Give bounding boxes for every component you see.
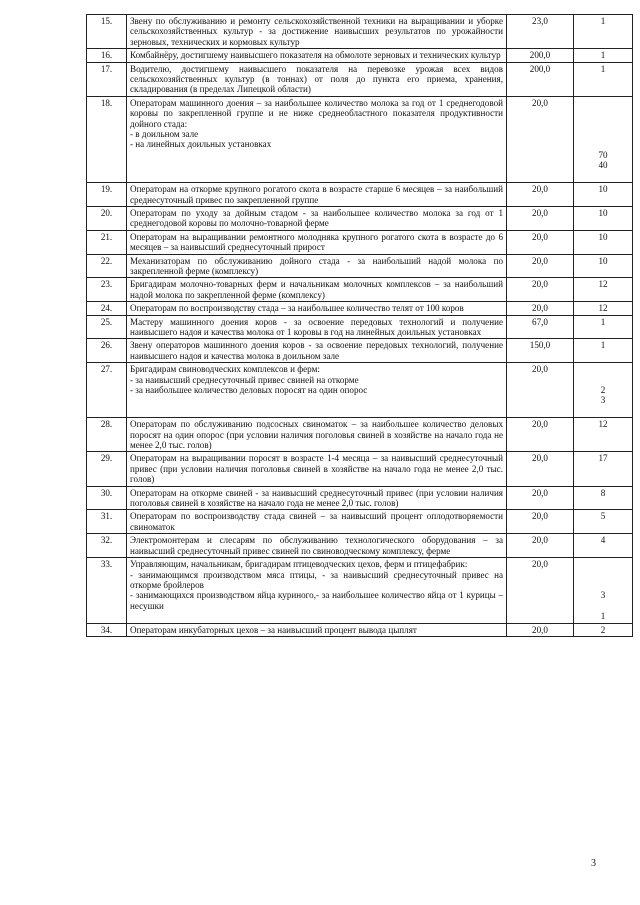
row-description bbox=[127, 315, 507, 339]
row-description-line: Операторам по уходу за дойным стадом - за наибольшее количество молока за год от 1 среднегодовой коровы по молочно-товарной ферме bbox=[130, 207, 506, 229]
row-description-line bbox=[130, 395, 503, 405]
table-row bbox=[87, 339, 633, 363]
row-description-line: Мастеру машинного доения коров - за освоение передовых технологий и получение наивысшего надоя и качества молока от 1 коровы в год на линейных доильных установках bbox=[130, 316, 506, 337]
row-description bbox=[127, 623, 507, 636]
row-number: 27. bbox=[87, 363, 127, 418]
row-count-line bbox=[577, 171, 629, 181]
row-description bbox=[127, 486, 507, 510]
row-number: 29. bbox=[87, 452, 127, 486]
row-amount-line: 150,0 bbox=[529, 340, 551, 351]
row-count-line bbox=[577, 375, 629, 385]
table-row bbox=[87, 623, 633, 636]
row-count-line: 1 bbox=[600, 611, 606, 622]
row-description-line: Звену операторов машинного доения коров - за освоение передовых технологий, получение наивысшего надоя и качества молока в доильном зале bbox=[130, 340, 506, 361]
row-count-line bbox=[577, 570, 629, 580]
row-description bbox=[127, 49, 507, 62]
row-count-line: 2 bbox=[600, 624, 606, 635]
table-row bbox=[87, 363, 633, 418]
row-description-line: Операторам на выращивании ремонтного молодняка крупного рогатого скота в возрасте до 6 месяцев – за наивысший среднесуточный прирост bbox=[130, 231, 506, 253]
row-amount bbox=[507, 363, 574, 418]
row-description-line: Управляющим, начальникам, бригадирам птицеводческих цехов, ферм и птицефабрик: bbox=[130, 559, 468, 570]
row-count bbox=[574, 96, 633, 182]
row-count bbox=[574, 302, 633, 315]
row-amount bbox=[507, 534, 574, 558]
row-count bbox=[574, 558, 633, 623]
row-number: 25. bbox=[87, 315, 127, 339]
row-count-line bbox=[577, 364, 629, 374]
row-description-line: - за наивысший среднесуточный привес свиней на откорме bbox=[130, 374, 359, 385]
row-number: 22. bbox=[87, 254, 127, 278]
row-count bbox=[574, 183, 633, 207]
row-description-line: - занимающихся производством яйца куриного,- за наибольшее количество яйца от 1 курицы – несушки bbox=[130, 590, 506, 611]
table-row bbox=[87, 510, 633, 534]
row-description-line: Операторам на откорме крупного рогатого скота в возрасте старше 6 месяцев – за наибольший среднесуточный привес по закрепленной группе bbox=[130, 184, 506, 205]
table-row bbox=[87, 278, 633, 302]
row-count-line: 1 bbox=[600, 63, 606, 74]
row-description-line: Операторам машинного доения – за наибольшее количество молока за год от 1 среднегодовой коровы по закрепленной группе и не ниже среднеобластного показателя продуктивности дойного стада: bbox=[130, 97, 506, 129]
table-row bbox=[87, 62, 633, 96]
row-number: 34. bbox=[87, 623, 127, 636]
row-number: 20. bbox=[87, 206, 127, 230]
row-amount bbox=[507, 558, 574, 623]
row-count bbox=[574, 230, 633, 254]
row-count-line: 70 bbox=[598, 149, 608, 160]
row-amount-line: 20,0 bbox=[532, 511, 548, 522]
table-row bbox=[87, 254, 633, 278]
row-count-line: 1 bbox=[600, 340, 606, 351]
row-count-line: 10 bbox=[598, 207, 608, 218]
row-count-line: 3 bbox=[600, 395, 606, 406]
row-description bbox=[127, 183, 507, 207]
row-number: 23. bbox=[87, 278, 127, 302]
row-count-line: 12 bbox=[598, 303, 608, 314]
row-number: 24. bbox=[87, 302, 127, 315]
row-amount bbox=[507, 15, 574, 49]
row-amount-line: 20,0 bbox=[532, 207, 548, 218]
row-count-line: 1 bbox=[600, 316, 606, 327]
row-count bbox=[574, 418, 633, 452]
row-count-line: 10 bbox=[598, 255, 608, 266]
row-description-line: Операторам на выращивании поросят в возрасте 1-4 месяца – за наивысший среднесуточный привес (при условии наличия поголовья свиней в хозяйстве на начало года не менее 2,0 тыс. голов) bbox=[130, 453, 506, 485]
row-count bbox=[574, 49, 633, 62]
row-count-line bbox=[577, 119, 629, 129]
row-count-line: 10 bbox=[598, 184, 608, 195]
row-amount-line: 20,0 bbox=[532, 419, 548, 430]
row-count bbox=[574, 15, 633, 49]
row-amount-line: 20,0 bbox=[532, 364, 548, 375]
row-description-line: Звену по обслуживанию и ремонту сельскохозяйственной техники на выращивании и уборке сельскохозяйственных культур - за достижение наивысших результатов по урожайности зерновых, технических и кормовых культур bbox=[130, 16, 506, 47]
row-count-line: 10 bbox=[598, 231, 608, 242]
row-amount bbox=[507, 96, 574, 182]
row-description bbox=[127, 96, 507, 182]
row-number: 19. bbox=[87, 183, 127, 207]
row-number: 26. bbox=[87, 339, 127, 363]
row-amount bbox=[507, 302, 574, 315]
row-amount-line: 20,0 bbox=[532, 97, 548, 108]
row-amount-line: 20,0 bbox=[532, 184, 548, 195]
row-description bbox=[127, 452, 507, 486]
table-row bbox=[87, 96, 633, 182]
row-amount bbox=[507, 486, 574, 510]
table-row bbox=[87, 49, 633, 62]
row-count-line: 12 bbox=[598, 279, 608, 290]
row-description bbox=[127, 558, 507, 623]
row-count-line: 3 bbox=[600, 590, 606, 601]
row-description bbox=[127, 15, 507, 49]
row-count bbox=[574, 339, 633, 363]
row-description bbox=[127, 534, 507, 558]
row-description-line: Водителю, достигшему наивысшего показателя на перевозке урожая всех видов сельскохозяйственных культур (в тоннах) от поля до пункта его приема, хранения, складирования (в пределах Липецкой области) bbox=[130, 63, 506, 95]
row-amount bbox=[507, 315, 574, 339]
row-description-line: - в доильном зале bbox=[130, 129, 199, 140]
row-description bbox=[127, 510, 507, 534]
page-number: 3 bbox=[591, 858, 596, 869]
row-count-line: 40 bbox=[598, 160, 608, 171]
row-count-line: 4 bbox=[600, 535, 606, 546]
row-number: 18. bbox=[87, 96, 127, 182]
row-description bbox=[127, 302, 507, 315]
row-count bbox=[574, 206, 633, 230]
row-amount-line: 20,0 bbox=[532, 559, 548, 570]
row-count-line bbox=[577, 98, 629, 108]
row-amount-line: 67,0 bbox=[532, 316, 548, 327]
row-description-line: Операторам по воспроизводству стада свиней – за наивысший процент оплодотворяемости свиноматок bbox=[130, 511, 506, 532]
row-description bbox=[127, 339, 507, 363]
row-count bbox=[574, 315, 633, 339]
table-row bbox=[87, 315, 633, 339]
row-number: 21. bbox=[87, 230, 127, 254]
row-description bbox=[127, 62, 507, 96]
table-row bbox=[87, 418, 633, 452]
row-count bbox=[574, 623, 633, 636]
row-description-line: - занимающимся производством мяса птицы, - за наивысший среднесуточный привес на откорме бройлеров bbox=[130, 569, 506, 590]
row-description bbox=[127, 206, 507, 230]
row-count bbox=[574, 254, 633, 278]
row-number: 33. bbox=[87, 558, 127, 623]
row-description bbox=[127, 230, 507, 254]
row-number: 30. bbox=[87, 486, 127, 510]
row-count-line: 1 bbox=[600, 16, 606, 26]
row-count-line bbox=[577, 559, 629, 569]
row-description-line bbox=[130, 150, 503, 160]
row-description-line: Операторам инкубаторных цехов – за наивысший процент вывода цыплят bbox=[130, 624, 417, 635]
row-description-line: Бригадирам свиноводческих комплексов и ферм: bbox=[130, 364, 320, 375]
table-row bbox=[87, 534, 633, 558]
table-row bbox=[87, 183, 633, 207]
table-row bbox=[87, 558, 633, 623]
row-description bbox=[127, 363, 507, 418]
row-description bbox=[127, 418, 507, 452]
row-amount-line: 20,0 bbox=[532, 453, 548, 464]
row-description-line: Электромонтерам и слесарям по обслуживанию технологического оборудования – за наивысший среднесуточный привес свиней по свиноводческому комплексу, ферме bbox=[130, 535, 506, 556]
row-count-line bbox=[577, 406, 629, 416]
row-description bbox=[127, 254, 507, 278]
awards-table bbox=[86, 14, 633, 637]
row-description-line: Операторам по обслуживанию подсосных свиноматок – за наибольшее количество деловых поросят на один опорос (при условии наличия поголовья свиней в хозяйстве на начало года не менее 2,0 тыс. голов) bbox=[130, 419, 506, 451]
row-amount bbox=[507, 452, 574, 486]
row-amount bbox=[507, 418, 574, 452]
row-count-line bbox=[577, 139, 629, 149]
row-count-line: 5 bbox=[600, 511, 606, 522]
row-amount bbox=[507, 278, 574, 302]
row-count bbox=[574, 62, 633, 96]
row-number: 28. bbox=[87, 418, 127, 452]
row-amount-line: 20,0 bbox=[532, 624, 548, 635]
row-amount-line: 200,0 bbox=[529, 63, 551, 74]
row-count-line bbox=[577, 129, 629, 139]
row-amount-line: 20,0 bbox=[532, 303, 548, 314]
row-description-line: Бригадирам молочно-товарных ферм и начальникам молочных комплексов – за наибольший надой молока по закрепленной ферме (комплексу) bbox=[130, 279, 506, 300]
row-amount-line: 20,0 bbox=[532, 535, 548, 546]
row-amount-line: 20,0 bbox=[532, 231, 548, 242]
row-amount-line: 23,0 bbox=[532, 16, 548, 26]
row-description-line: - за наибольшее количество деловых поросят на один опорос bbox=[130, 385, 368, 395]
row-number: 17. bbox=[87, 62, 127, 96]
table-row bbox=[87, 230, 633, 254]
row-count bbox=[574, 510, 633, 534]
row-amount bbox=[507, 183, 574, 207]
awards-table-body bbox=[87, 15, 633, 637]
table-row bbox=[87, 302, 633, 315]
row-count bbox=[574, 452, 633, 486]
row-count-line: 2 bbox=[600, 385, 606, 395]
row-count bbox=[574, 534, 633, 558]
row-amount bbox=[507, 49, 574, 62]
row-description-line: - на линейных доильных установках bbox=[130, 139, 272, 150]
row-count-line: 8 bbox=[600, 487, 606, 498]
row-amount-line: 20,0 bbox=[532, 255, 548, 266]
row-count bbox=[574, 486, 633, 510]
row-description-line: Операторам по воспроизводству стада – за наибольшее количество телят от 100 коров bbox=[130, 303, 464, 314]
row-count-line: 12 bbox=[598, 419, 608, 430]
table-row bbox=[87, 486, 633, 510]
row-amount bbox=[507, 339, 574, 363]
row-amount-line: 20,0 bbox=[532, 487, 548, 498]
row-description-line: Комбайнёру, достигшему наивысшего показателя на обмолоте зерновых и технических культур bbox=[130, 50, 501, 61]
row-description-line: Механизаторам по обслуживанию дойного стада - за наибольший надой молока по закрепленной ферме (комплексу) bbox=[130, 255, 506, 276]
row-number: 16. bbox=[87, 49, 127, 62]
row-amount bbox=[507, 254, 574, 278]
table-row bbox=[87, 206, 633, 230]
row-number: 15. bbox=[87, 15, 127, 49]
row-amount bbox=[507, 62, 574, 96]
row-count-line: 1 bbox=[600, 50, 606, 61]
row-count bbox=[574, 363, 633, 418]
table-row bbox=[87, 15, 633, 49]
row-description bbox=[127, 278, 507, 302]
row-count-line bbox=[577, 580, 629, 590]
row-amount bbox=[507, 510, 574, 534]
row-count-line bbox=[577, 601, 629, 611]
row-amount bbox=[507, 230, 574, 254]
row-amount bbox=[507, 206, 574, 230]
row-amount-line: 20,0 bbox=[532, 279, 548, 290]
row-count bbox=[574, 278, 633, 302]
row-count-line: 17 bbox=[598, 453, 608, 464]
row-description-line: Операторам на откорме свиней - за наивысший среднесуточный привес (при условии наличия поголовья свиней в хозяйстве на начало года не менее 2,0 тыс. голов) bbox=[130, 487, 506, 509]
row-amount-line: 200,0 bbox=[529, 50, 551, 61]
table-row bbox=[87, 452, 633, 486]
row-amount bbox=[507, 623, 574, 636]
row-number: 31. bbox=[87, 510, 127, 534]
row-number: 32. bbox=[87, 534, 127, 558]
row-count-line bbox=[577, 108, 629, 118]
